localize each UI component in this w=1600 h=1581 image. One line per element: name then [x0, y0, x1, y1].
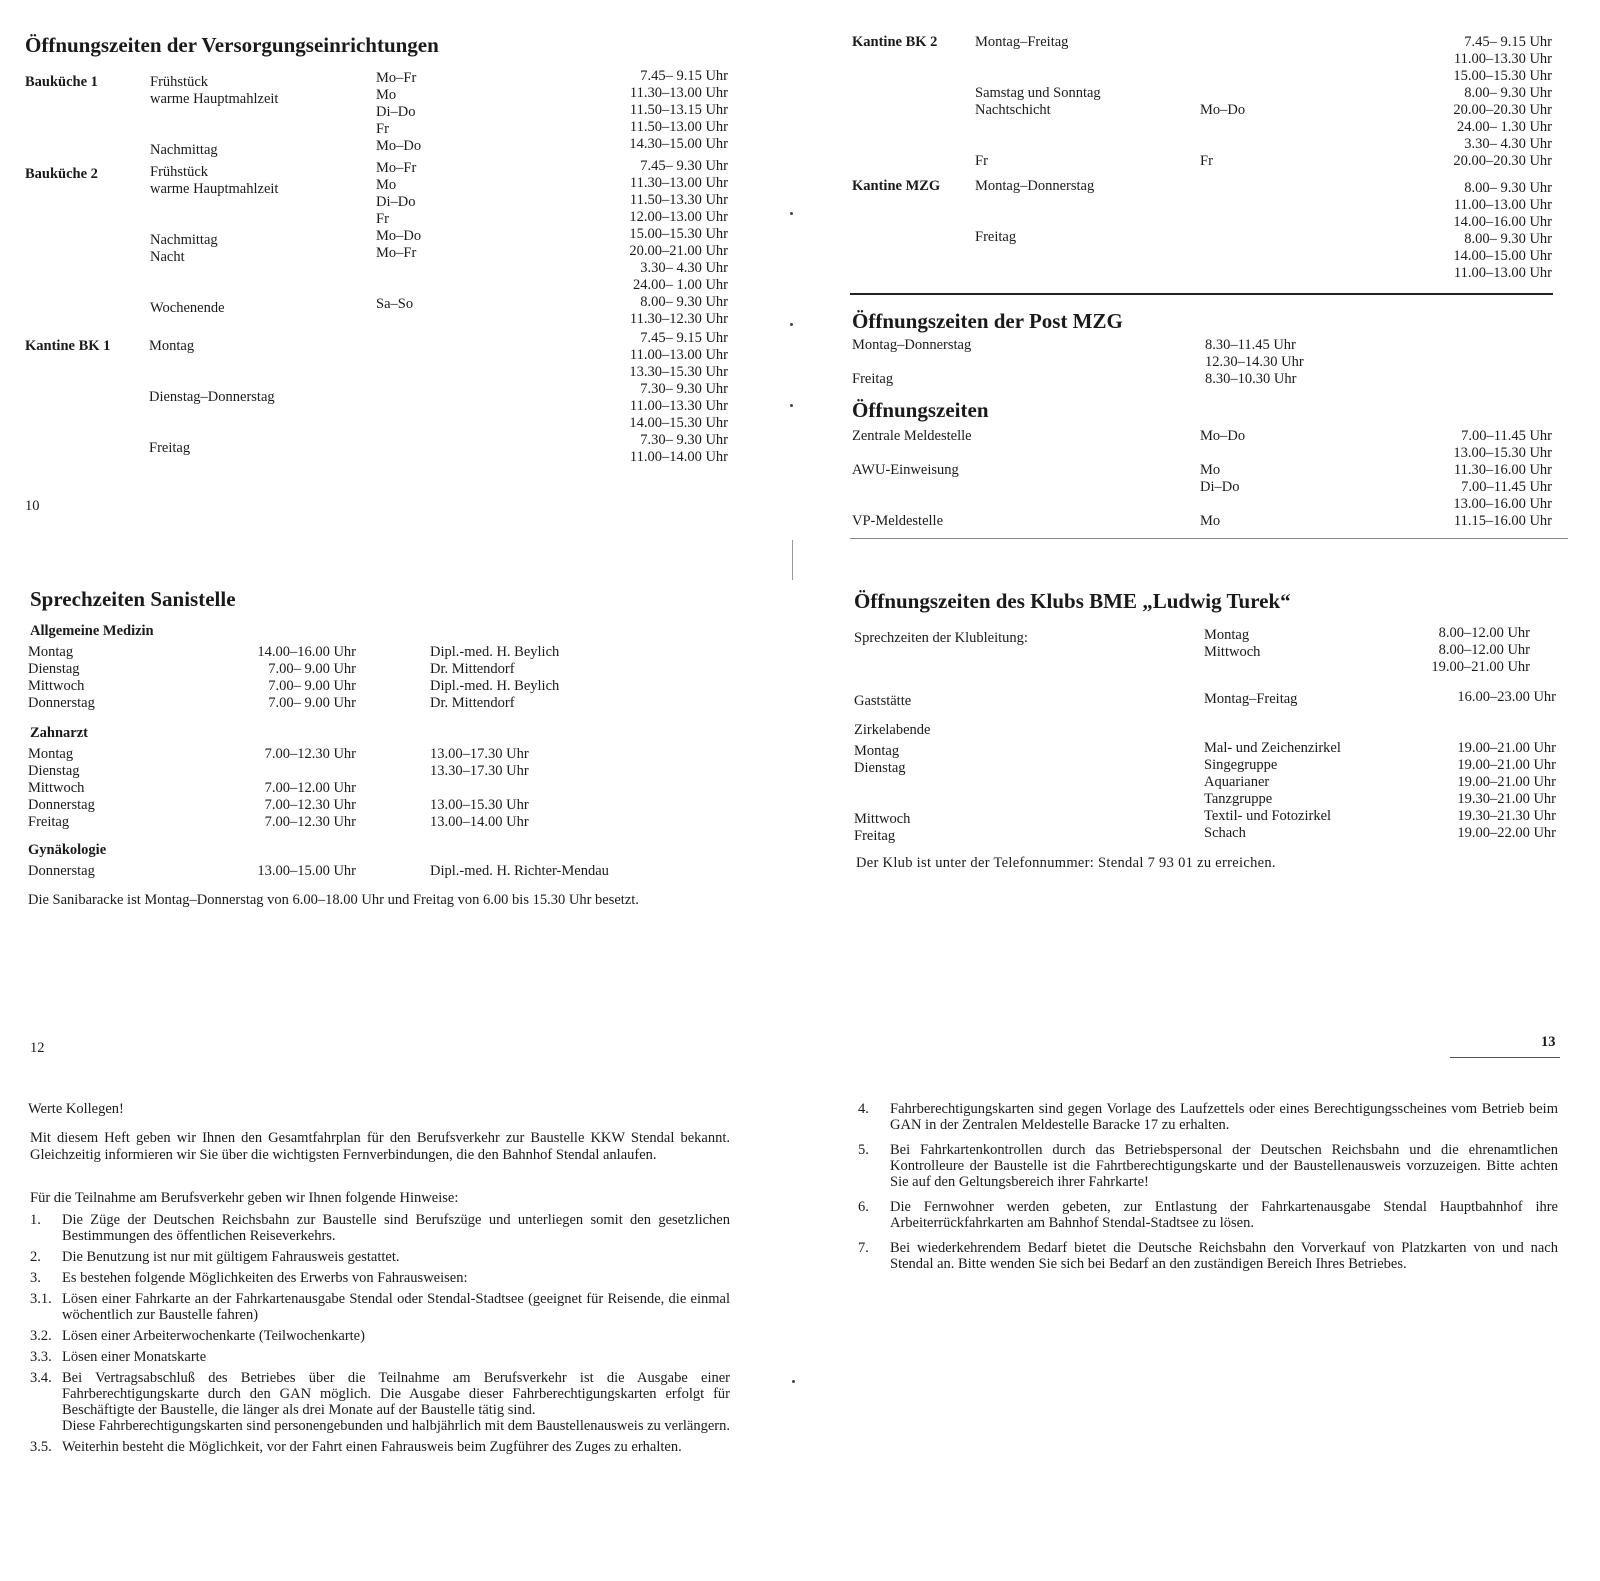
zahn-days-row: Dienstag [28, 763, 80, 779]
baukueche1-meals [150, 74, 278, 159]
oeffnung-times-row: 11.30–16.00 Uhr [1453, 462, 1552, 478]
kantine-bk2-days-row: Samstag und Sonntag [975, 85, 1101, 101]
kantine-bk1-name: Kantine BK 1 [25, 338, 111, 354]
hinweis-text: Fahrberechtigungskarten sind gegen Vorlage des Laufzettels oder eines Berechtigungsscheines vom Betrieb beim GAN in der Zentralen Meldestelle Baracke 17 zu erhalten. [890, 1101, 1558, 1133]
allg-doctors-row: Dipl.-med. H. Beylich [430, 678, 560, 694]
zahn-times-1-row: 7.00–12.30 Uhr [264, 746, 356, 762]
baukueche2-days-row: Di–Do [376, 194, 416, 210]
kantine-bk1-days-row [149, 406, 275, 423]
hinweis-text: Lösen einer Monatskarte [62, 1349, 207, 1365]
kantine-mzg-times [1390, 180, 1552, 282]
baukueche2-days-row: Mo–Fr [376, 160, 417, 176]
baukueche1-days-row: Mo–Fr [376, 70, 417, 86]
spine-mark [792, 540, 793, 580]
hinweis-item [858, 1142, 1558, 1190]
kantine-bk2-sub-row: Fr [1200, 153, 1213, 169]
hinweis-text: Es bestehen folgende Möglichkeiten des Erwerbs von Fahrausweisen: [62, 1270, 468, 1286]
page-number-13: 13 [1541, 1034, 1556, 1050]
kantine-bk1-times-row: 14.00–15.30 Uhr [629, 415, 728, 431]
allg-days [28, 644, 95, 712]
baukueche2-times-row: 20.00–21.00 Uhr [629, 243, 728, 259]
kantine-bk1-times-row: 11.00–13.00 Uhr [629, 347, 728, 363]
klub-zirkel-days [854, 743, 910, 845]
hinweis-number: 3.1. [30, 1291, 52, 1307]
zahn-times-1-row: 7.00–12.30 Uhr [264, 797, 356, 813]
zahn-times-1 [200, 746, 356, 831]
hinweis-item [30, 1328, 730, 1344]
hinweise-list-left [30, 1212, 730, 1460]
allg-doctors [430, 644, 559, 712]
allg-times-row: 14.00–16.00 Uhr [257, 644, 356, 660]
baukueche1-meals-row [150, 125, 278, 142]
kantine-bk1-days [149, 338, 275, 474]
post-title: Öffnungszeiten der Post MZG [852, 309, 1123, 333]
hinweis-text: Lösen einer Fahrkarte an der Fahrkartenausgabe Stendal oder Stendal-Stadtsee (geeignet für Reisende, die einmal wöchentlich zur Baustelle fahren) [62, 1291, 730, 1323]
zahn-days-row: Freitag [28, 814, 70, 830]
klub-leitung-times-row: 19.00–21.00 Uhr [1431, 659, 1530, 675]
post-times-row: 12.30–14.30 Uhr [1205, 354, 1304, 370]
klub-leitung-label: Sprechzeiten der Klubleitung: [854, 630, 1028, 646]
oeffnung-times-row: 13.00–16.00 Uhr [1453, 496, 1552, 512]
gyn-doctor: Dipl.-med. H. Richter-Mendau [430, 863, 609, 879]
allg-times-row: 7.00– 9.00 Uhr [268, 661, 356, 677]
baukueche2-days-row: Mo–Fr [376, 245, 417, 261]
kantine-mzg-days-row: Montag–Donnerstag [975, 178, 1095, 194]
klub-leitung-days-row: Montag [1204, 627, 1250, 643]
allg-days-row: Donnerstag [28, 695, 95, 711]
hinweis-number: 3.2. [30, 1328, 52, 1344]
baukueche1-meals-row [150, 108, 278, 125]
klub-leitung-times-row: 8.00–12.00 Uhr [1438, 642, 1530, 658]
kantine-bk2-days-row [975, 51, 1101, 68]
allg-days-row: Dienstag [28, 661, 80, 677]
hinweis-number: 6. [858, 1199, 869, 1215]
kantine-bk1-days-row [149, 355, 275, 372]
intro-paragraph: Mit diesem Heft geben wir Ihnen den Gesamtfahrplan für den Berufsverkehr zur Baustelle KKW Stendal bekannt. Gleichzeitig informieren wir Sie über die wichtigsten Fernverbindungen, die den Bahnhof Stendal anlaufen. [30, 1130, 730, 1163]
kantine-bk2-times-row: 7.45– 9.15 Uhr [1464, 34, 1552, 50]
kantine-bk2-days-row [975, 68, 1101, 85]
klub-zirkel-names-row: Aquarianer [1204, 774, 1270, 790]
kantine-bk2-sub [1200, 34, 1245, 170]
zahn-times-2-row: 13.00–14.00 Uhr [430, 814, 529, 830]
baukueche2-meals-row: Wochenende [150, 300, 225, 316]
allg-times-row: 7.00– 9.00 Uhr [268, 695, 356, 711]
zahn-heading: Zahnarzt [30, 725, 88, 741]
oeffnung-labels-row [852, 496, 972, 513]
hinweise-list-right [858, 1101, 1558, 1281]
kantine-bk2-days-row [975, 136, 1101, 153]
kantine-bk1-days-row [149, 423, 275, 440]
klub-zirkel-names-row: Singegruppe [1204, 757, 1278, 773]
baukueche2-times-row: 11.30–12.30 Uhr [629, 311, 728, 327]
klub-zirkel-days-row [854, 777, 910, 794]
klub-zirkel-names-row: Schach [1204, 825, 1246, 841]
hinweis-number: 5. [858, 1142, 869, 1158]
hinweis-number: 1. [30, 1212, 41, 1228]
oeffnung-labels-row: Zentrale Meldestelle [852, 428, 972, 444]
allg-heading: Allgemeine Medizin [30, 623, 154, 639]
klub-zirkel-times-row: 19.30–21.00 Uhr [1457, 791, 1556, 807]
baukueche2-days-row: Fr [376, 211, 389, 227]
kantine-bk2-times-row: 3.30– 4.30 Uhr [1464, 136, 1552, 152]
zahn-days-row: Montag [28, 746, 74, 762]
klub-zirkel-times-row: 19.00–21.00 Uhr [1457, 774, 1556, 790]
kantine-bk1-times-row: 11.00–13.30 Uhr [629, 398, 728, 414]
kantine-bk2-times-row: 20.00–20.30 Uhr [1453, 102, 1552, 118]
baukueche1-times-row: 11.30–13.00 Uhr [629, 85, 728, 101]
allg-times-row: 7.00– 9.00 Uhr [268, 678, 356, 694]
klub-zirkel-times-row: 19.30–21.30 Uhr [1457, 808, 1556, 824]
zahn-times-1-row: 7.00–12.00 Uhr [264, 780, 356, 796]
hinweis-text: Die Fernwohner werden gebeten, zur Entlastung der Fahrkartenausgabe Stendal Hauptbahnhof ihre Arbeiterrückfahrkarten am Bahnhof Stendal-Stadtsee zu lösen. [890, 1199, 1558, 1231]
baukueche2-name: Bauküche 2 [25, 166, 98, 182]
klub-gast-time: 16.00–23.00 Uhr [1457, 689, 1556, 705]
lead-paragraph: Für die Teilnahme am Berufsverkehr geben wir Ihnen folgende Hinweise: [30, 1190, 459, 1206]
kantine-bk2-sub-row [1200, 51, 1245, 68]
allg-doctors-row: Dr. Mittendorf [430, 661, 515, 677]
hinweis-text: Lösen einer Arbeiterwochenkarte (Teilwochenkarte) [62, 1328, 365, 1344]
kantine-bk2-times-row: 15.00–15.30 Uhr [1453, 68, 1552, 84]
sani-title: Sprechzeiten Sanistelle [30, 587, 236, 611]
oeffnung-days-row: Mo [1200, 462, 1221, 478]
kantine-mzg-name: Kantine MZG [852, 178, 941, 194]
quadrant-edge [850, 538, 1568, 539]
kantine-bk1-times-row: 13.30–15.30 Uhr [629, 364, 728, 380]
zahn-times-2-row: 13.00–17.30 Uhr [430, 746, 529, 762]
hinweis-text: Die Benutzung ist nur mit gültigem Fahrausweis gestattet. [62, 1249, 400, 1265]
allg-doctors-row: Dipl.-med. H. Beylich [430, 644, 560, 660]
gyn-heading: Gynäkologie [28, 842, 107, 858]
kantine-bk1-days-row: Freitag [149, 440, 191, 456]
kantine-bk2-days-row [975, 119, 1101, 136]
kantine-mzg-times-row: 8.00– 9.30 Uhr [1464, 180, 1552, 196]
baukueche2-meals [150, 164, 278, 334]
post-days-row [852, 354, 971, 371]
kantine-bk2-days-row: Montag–Freitag [975, 34, 1069, 50]
kantine-bk1-times-row: 7.45– 9.15 Uhr [640, 330, 728, 346]
hinweis-number: 2. [30, 1249, 41, 1265]
klub-zirkel-names [1204, 740, 1341, 842]
kantine-bk2-times-row: 11.00–13.30 Uhr [1453, 51, 1552, 67]
post-days-row: Freitag [852, 371, 894, 387]
baukueche2-times-row: 11.30–13.00 Uhr [629, 175, 728, 191]
klub-zirkel-days-row: Dienstag [854, 760, 906, 776]
page-number-10: 10 [25, 498, 40, 514]
oeffnung-times [1390, 428, 1552, 530]
baukueche2-times-row: 3.30– 4.30 Uhr [640, 260, 728, 276]
kantine-bk2-days-row: Fr [975, 153, 988, 169]
kantine-bk1-days-row [149, 372, 275, 389]
kantine-mzg-days [975, 178, 1094, 280]
oeffnung-days-row [1200, 496, 1245, 513]
baukueche2-days-row [376, 313, 421, 330]
oeffnung-labels [852, 428, 972, 530]
baukueche2-times [560, 158, 728, 328]
kantine-bk2-times-row: 8.00– 9.30 Uhr [1464, 85, 1552, 101]
klub-zirkel-times [1400, 740, 1556, 842]
klub-leitung-days-row: Mittwoch [1204, 644, 1261, 660]
oeffnung-labels-row: AWU-Einweisung [852, 462, 959, 478]
oeffnung-title: Öffnungszeiten [852, 398, 989, 422]
gyn-time: 13.00–15.00 Uhr [257, 863, 356, 879]
klub-zirkel-days-row [854, 794, 910, 811]
kantine-bk2-days-row: Nachtschicht [975, 102, 1051, 118]
kantine-bk1-times-row: 11.00–14.00 Uhr [629, 449, 728, 465]
kantine-mzg-days-row: Freitag [975, 229, 1017, 245]
kantine-bk2-sub-row [1200, 85, 1245, 102]
hinweis-number: 3.4. [30, 1370, 52, 1386]
oeffnung-days-row: Mo [1200, 513, 1221, 529]
klub-zirkel-times-row: 19.00–21.00 Uhr [1457, 757, 1556, 773]
baukueche1-times-row: 11.50–13.00 Uhr [629, 119, 728, 135]
kantine-bk2-days [975, 34, 1101, 170]
baukueche2-days-row: Mo [376, 177, 397, 193]
baukueche2-days-row [376, 262, 421, 279]
baukueche1-days-row: Di–Do [376, 104, 416, 120]
baukueche2-times-row: 7.45– 9.30 Uhr [640, 158, 728, 174]
post-days-row: Montag–Donnerstag [852, 337, 972, 353]
zahn-days-row: Mittwoch [28, 780, 85, 796]
kantine-bk1-times [560, 330, 728, 466]
baukueche2-times-row: 8.00– 9.30 Uhr [640, 294, 728, 310]
kantine-bk2-times-row: 20.00–20.30 Uhr [1453, 153, 1552, 169]
kantine-mzg-days-row [975, 246, 1094, 263]
oeffnung-times-row: 7.00–11.45 Uhr [1461, 428, 1552, 444]
zahn-times-2-row: 13.00–15.30 Uhr [430, 797, 529, 813]
klub-zirkel-times-row: 19.00–21.00 Uhr [1457, 740, 1556, 756]
baukueche1-meals-row: Nachmittag [150, 142, 218, 158]
klub-zirkel-names-row: Textil- und Fotozirkel [1204, 808, 1332, 824]
baukueche1-times-row: 7.45– 9.15 Uhr [640, 68, 728, 84]
zahn-times-1-row [200, 763, 356, 780]
hinweis-number: 3.5. [30, 1439, 52, 1455]
baukueche2-meals-row [150, 266, 278, 283]
post-times-row: 8.30–10.30 Uhr [1205, 371, 1297, 387]
kantine-bk2-sub-row [1200, 136, 1245, 153]
scan-speck [790, 212, 793, 215]
klub-leitung-days [1204, 627, 1260, 678]
baukueche2-meals-row [150, 283, 278, 300]
gyn-day: Donnerstag [28, 863, 95, 879]
baukueche1-times-row: 14.30–15.00 Uhr [629, 136, 728, 152]
zahn-times-1-row: 7.00–12.30 Uhr [264, 814, 356, 830]
baukueche2-days-row [376, 279, 421, 296]
hinweis-item [30, 1439, 730, 1455]
allg-doctors-row: Dr. Mittendorf [430, 695, 515, 711]
kantine-mzg-times-row: 11.00–13.00 Uhr [1453, 197, 1552, 213]
kantine-bk1-days-row [149, 457, 275, 474]
hinweis-text: Bei Vertragsabschluß des Betriebes über die Teilnahme am Berufsverkehr ist die Ausgabe einer Fahrberechtigungskarte durch den GAN möglich. Die Ausgabe dieser Fahrberechtigungskarten erfolgt für Beschäftigte der Baustelle, die länger als drei Monate auf der Baustelle tätig sind. Diese Fahrberechtigungskarten sind personengebunden und halbjährlich mit dem Baustellenausweis zu verlängern. [62, 1370, 731, 1434]
hinweis-item [30, 1270, 730, 1286]
oeffnung-labels-row [852, 479, 972, 496]
post-days [852, 337, 971, 388]
kantine-mzg-times-row: 14.00–16.00 Uhr [1453, 214, 1552, 230]
baukueche1-meals-row: Frühstück [150, 74, 208, 90]
oeffnung-times-row: 13.00–15.30 Uhr [1453, 445, 1552, 461]
oeffnung-labels-row [852, 445, 972, 462]
klub-zirkel-days-row: Montag [854, 743, 900, 759]
oeffnung-days-row [1200, 445, 1245, 462]
greeting: Werte Kollegen! [28, 1101, 124, 1117]
hinweis-item [858, 1240, 1558, 1272]
baukueche2-times-row: 11.50–13.30 Uhr [629, 192, 728, 208]
hinweis-number: 3.3. [30, 1349, 52, 1365]
kantine-bk2-times [1390, 34, 1552, 170]
klub-title: Öffnungszeiten des Klubs BME „Ludwig Turek“ [854, 589, 1291, 613]
baukueche1-meals-row: warme Hauptmahlzeit [150, 91, 279, 107]
klub-zirkel-label: Zirkelabende [854, 722, 931, 738]
hinweis-text: Weiterhin besteht die Möglichkeit, vor der Fahrt einen Fahrausweis beim Zugführer des Zuges zu erhalten. [62, 1439, 682, 1455]
hinweis-text: Bei Fahrkartenkontrollen durch das Betriebspersonal der Deutschen Reichsbahn und die ehrenamtlichen Kontrolleure der Baustelle ist die Fahrtberechtigungskarte und der Baustellenausweis vorzuzeigen. Bitte achten Sie auf den Geltungsbereich ihrer Fahrkarte! [890, 1142, 1558, 1190]
hinweis-number: 3. [30, 1270, 41, 1286]
hinweis-item [30, 1349, 730, 1365]
oeffnung-days-row: Mo–Do [1200, 428, 1246, 444]
baukueche2-meals-row [150, 317, 278, 334]
baukueche1-days-row: Fr [376, 121, 389, 137]
kantine-mzg-times-row: 8.00– 9.30 Uhr [1464, 231, 1552, 247]
kantine-bk1-days-row: Montag [149, 338, 195, 354]
hinweis-item [30, 1370, 730, 1434]
klub-leitung-days-row [1204, 661, 1260, 678]
kantine-bk2-sub-row: Mo–Do [1200, 102, 1246, 118]
baukueche2-meals-row: warme Hauptmahlzeit [150, 181, 279, 197]
baukueche1-times [560, 68, 728, 153]
klub-gast-label: Gaststätte [854, 693, 912, 709]
allg-days-row: Montag [28, 644, 74, 660]
hinweis-item [858, 1199, 1558, 1231]
page-13-rule [1450, 1057, 1560, 1058]
zahn-times-2-row: 13.30–17.30 Uhr [430, 763, 529, 779]
post-times [1205, 337, 1304, 388]
sani-note: Die Sanibaracke ist Montag–Donnerstag von 6.00–18.00 Uhr und Freitag von 6.00 bis 15.30 Uhr besetzt. [28, 892, 639, 908]
baukueche1-days-row: Mo–Do [376, 138, 422, 154]
baukueche1-days [376, 70, 421, 155]
baukueche2-meals-row: Nacht [150, 249, 185, 265]
klub-gast-days: Montag–Freitag [1204, 691, 1298, 707]
klub-leitung-times-row: 8.00–12.00 Uhr [1438, 625, 1530, 641]
allg-times [200, 644, 356, 712]
hinweis-text: Bei wiederkehrendem Bedarf bietet die Deutsche Reichsbahn den Vorverkauf von Platzkarten von und nach Stendal an. Bitte wenden Sie sich bei Bedarf an den zuständigen Bereich Ihres Betriebes. [890, 1240, 1558, 1272]
klub-zirkel-times-row: 19.00–22.00 Uhr [1457, 825, 1556, 841]
section-divider [850, 293, 1553, 295]
kantine-mzg-times-row: 14.00–15.00 Uhr [1453, 248, 1552, 264]
kantine-bk1-times-row: 7.30– 9.30 Uhr [640, 432, 728, 448]
hinweis-text-continued: Diese Fahrberechtigungskarten sind personengebunden und halbjährlich mit dem Baustellenausweis zu verlängern. [62, 1418, 731, 1434]
klub-zirkel-days-row: Mittwoch [854, 811, 911, 827]
hinweis-item [30, 1291, 730, 1323]
kantine-mzg-days-row [975, 263, 1094, 280]
scan-speck [790, 323, 793, 326]
baukueche2-meals-row: Nachmittag [150, 232, 218, 248]
scan-speck [792, 1380, 795, 1383]
hinweis-item [858, 1101, 1558, 1133]
hinweis-item [30, 1249, 730, 1265]
klub-phone-note: Der Klub ist unter der Telefonnummer: Stendal 7 93 01 zu erreichen. [856, 855, 1276, 871]
hinweis-item [30, 1212, 730, 1244]
kantine-bk2-sub-row [1200, 34, 1245, 51]
kantine-mzg-days-row [975, 195, 1094, 212]
zahn-days-row: Donnerstag [28, 797, 95, 813]
klub-leitung-times [1380, 625, 1530, 676]
versorgung-title: Öffnungszeiten der Versorgungseinrichtungen [25, 33, 439, 57]
klub-zirkel-days-row: Freitag [854, 828, 896, 844]
baukueche1-times-row: 11.50–13.15 Uhr [629, 102, 728, 118]
kantine-mzg-days-row [975, 212, 1094, 229]
baukueche1-days-row: Mo [376, 87, 397, 103]
baukueche2-meals-row: Frühstück [150, 164, 208, 180]
baukueche2-meals-row [150, 198, 278, 215]
post-times-row: 8.30–11.45 Uhr [1205, 337, 1296, 353]
baukueche2-times-row: 15.00–15.30 Uhr [629, 226, 728, 242]
kantine-bk2-sub-row [1200, 68, 1245, 85]
hinweis-text: Die Züge der Deutschen Reichsbahn zur Baustelle sind Berufszüge und unterliegen somit den gesetzlichen Bestimmungen des öffentlichen Reiseverkehrs. [62, 1212, 730, 1244]
baukueche2-meals-row [150, 215, 278, 232]
hinweis-number: 7. [858, 1240, 869, 1256]
zahn-times-2-row [430, 780, 529, 797]
scan-speck [790, 404, 793, 407]
baukueche2-times-row: 12.00–13.00 Uhr [629, 209, 728, 225]
klub-zirkel-names-row: Mal- und Zeichenzirkel [1204, 740, 1341, 756]
zahn-days [28, 746, 95, 831]
baukueche2-days-row: Sa–So [376, 296, 414, 312]
kantine-bk1-days-row: Dienstag–Donnerstag [149, 389, 275, 405]
page-number-12: 12 [30, 1040, 45, 1056]
baukueche2-times-row: 24.00– 1.00 Uhr [632, 277, 728, 293]
oeffnung-labels-row: VP-Meldestelle [852, 513, 944, 529]
kantine-bk1-times-row: 7.30– 9.30 Uhr [640, 381, 728, 397]
baukueche2-days [376, 160, 421, 330]
baukueche2-days-row: Mo–Do [376, 228, 422, 244]
kantine-mzg-times-row: 11.00–13.00 Uhr [1453, 265, 1552, 281]
kantine-bk2-name: Kantine BK 2 [852, 34, 938, 50]
kantine-bk2-times-row: 24.00– 1.30 Uhr [1456, 119, 1552, 135]
oeffnung-days [1200, 428, 1245, 530]
oeffnung-times-row: 11.15–16.00 Uhr [1453, 513, 1552, 529]
allg-days-row: Mittwoch [28, 678, 85, 694]
hinweis-number: 4. [858, 1101, 869, 1117]
klub-zirkel-names-row: Tanzgruppe [1204, 791, 1273, 807]
oeffnung-times-row: 7.00–11.45 Uhr [1461, 479, 1552, 495]
baukueche1-name: Bauküche 1 [25, 74, 98, 90]
oeffnung-days-row: Di–Do [1200, 479, 1240, 495]
kantine-bk2-sub-row [1200, 119, 1245, 136]
zahn-times-2 [430, 746, 529, 831]
